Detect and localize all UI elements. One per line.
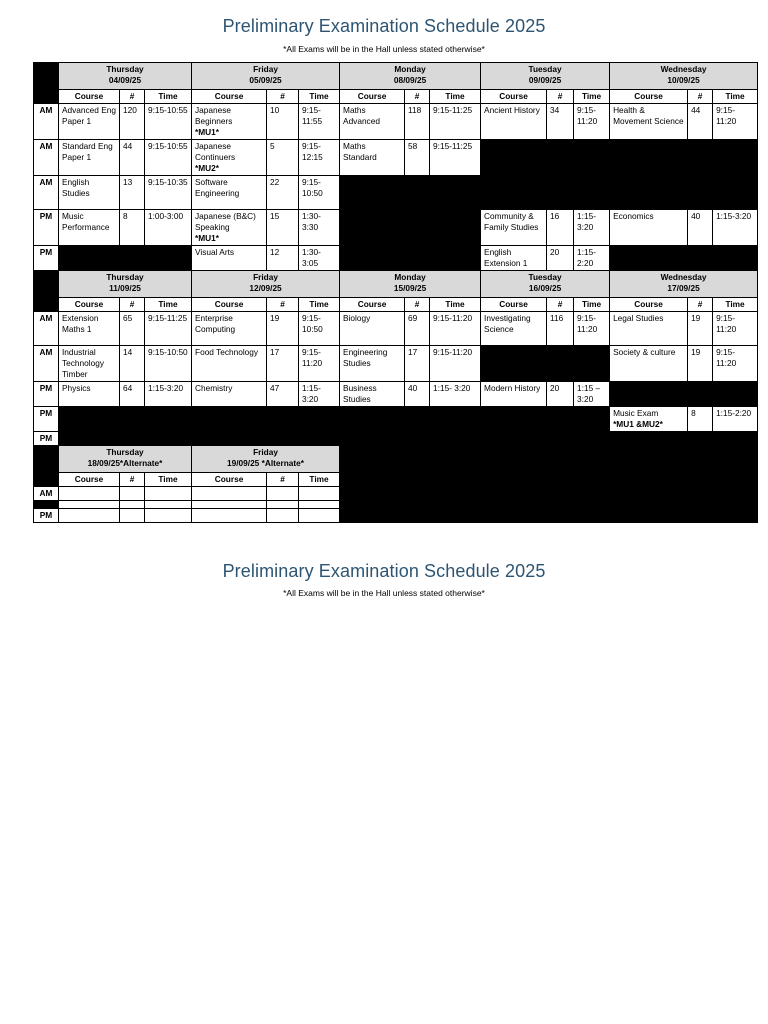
column-header-time: Time [299,90,340,104]
student-count: 20 [547,246,574,271]
column-header-course: Course [610,298,688,312]
empty-exam-cell [192,501,267,509]
course-name: Business Studies [343,383,377,404]
course-name: Chemistry [195,383,233,393]
exam-time: 9:15-10:50 [299,312,340,346]
exam-course [192,140,267,176]
day-name: Thursday [106,64,144,74]
course-name: Music Performance [62,211,110,232]
student-count: 12 [267,246,299,271]
course-name: Community & Family Studies [484,211,539,232]
day-header [59,446,192,473]
exam-course [340,382,405,407]
student-count: 8 [688,407,713,432]
day-name: Monday [394,272,426,282]
blank-cell [481,140,758,210]
column-header-time: Time [299,473,340,487]
day-header [59,63,192,90]
empty-exam-cell [59,487,120,501]
column-header-number: # [267,473,299,487]
exam-course [610,407,688,432]
time-slot-label: PM [34,246,59,271]
day-name: Wednesday [660,64,707,74]
exam-course [610,210,688,246]
student-count: 13 [120,176,145,210]
student-count: 17 [267,346,299,382]
student-count: 19 [267,312,299,346]
time-slot-label: AM [34,346,59,382]
time-slot-label: PM [34,407,59,432]
exam-time: 9:15-11:25 [430,140,481,176]
exam-course [610,346,688,382]
exam-course [59,176,120,210]
empty-exam-cell [120,509,145,523]
time-slot-label: PM [34,210,59,246]
day-date: 17/09/25 [667,283,700,293]
exam-course [481,104,547,140]
empty-exam-cell [299,487,340,501]
day-date: 15/09/25 [393,283,427,293]
day-header [59,271,192,298]
course-name: Software Engineering [195,177,240,198]
empty-exam-cell [267,487,299,501]
day-date: 04/09/25 [108,75,142,85]
column-header-time: Time [713,298,758,312]
column-header-number: # [547,298,574,312]
student-count: 22 [267,176,299,210]
time-slot-label: PM [34,382,59,407]
exam-time: 1:15- 3:20 [430,382,481,407]
column-header-course: Course [192,473,267,487]
day-name: Tuesday [528,272,562,282]
student-count: 17 [405,346,430,382]
student-count: 14 [120,346,145,382]
blank-cell [59,407,610,446]
day-name: Thursday [106,272,144,282]
blank-cell [34,501,59,509]
day-name: Monday [394,64,426,74]
day-name: Thursday [106,447,144,457]
empty-exam-cell [145,509,192,523]
student-count: 16 [547,210,574,246]
blank-cell [610,382,758,407]
course-name: Japanese (B&C) Speaking [195,211,256,232]
course-name: English Studies [62,177,90,198]
exam-time: 9:15-11:25 [145,312,192,346]
empty-exam-cell [267,501,299,509]
student-count: 19 [688,346,713,382]
empty-exam-cell [145,487,192,501]
slot-header-blank [34,446,59,487]
slot-header-blank [34,271,59,312]
student-count: 19 [688,312,713,346]
exam-time: 1:15-3:20 [574,210,610,246]
day-name: Friday [253,272,278,282]
day-name: Friday [253,64,278,74]
column-header-number: # [547,90,574,104]
time-slot-label: AM [34,104,59,140]
page-title: Preliminary Examination Schedule 2025 [222,16,546,36]
empty-exam-cell [299,509,340,523]
exam-time: 9:15-10:50 [145,346,192,382]
day-header [340,271,481,298]
day-date: 16/09/25 [528,283,562,293]
day-name: Friday [253,447,278,457]
course-name: Visual Arts [195,247,235,257]
column-header-number: # [267,298,299,312]
student-count: 10 [267,104,299,140]
column-header-time: Time [574,90,610,104]
day-date: 11/09/25 [109,283,141,293]
student-count: 44 [688,104,713,140]
course-name: Investigating Science [484,313,531,334]
day-date: 10/09/25 [667,75,700,85]
exam-time: 9:15-11:20 [713,312,758,346]
day-header [340,63,481,90]
column-header-number: # [688,90,713,104]
exam-time: 1:15 – 3:20 [574,382,610,407]
column-header-number: # [405,90,430,104]
exam-time: 1:30-3:05 [299,246,340,271]
empty-exam-cell [59,501,120,509]
column-header-course: Course [59,90,120,104]
day-header [610,271,758,298]
room-note: *MU1* [195,127,219,137]
column-header-time: Time [145,298,192,312]
course-name: Engineering Studies [343,347,388,368]
exam-time: 1:00-3:00 [145,210,192,246]
day-header [481,271,610,298]
day-header [192,446,340,473]
course-name: Maths Advanced [343,105,380,126]
day-header [192,271,340,298]
exam-time: 1:15-2:20 [713,407,758,432]
student-count: 118 [405,104,430,140]
course-name: Japanese Continuers [195,141,236,162]
page-subtitle-repeat: *All Exams will be in the Hall unless stated otherwise* [283,588,485,598]
exam-time: 1:15-3:20 [299,382,340,407]
exam-time: 9:15-11:20 [430,346,481,382]
student-count: 69 [405,312,430,346]
student-count: 40 [688,210,713,246]
course-name: Biology [343,313,371,323]
course-name: Standard Eng Paper 1 [62,141,113,162]
exam-course [59,210,120,246]
course-name: Economics [613,211,654,221]
column-header-course: Course [192,298,267,312]
exam-time: 1:15-3:20 [713,210,758,246]
column-header-number: # [120,298,145,312]
exam-time: 9:15-11:20 [299,346,340,382]
student-count: 5 [267,140,299,176]
student-count: 64 [120,382,145,407]
course-name: Music Exam [613,408,659,418]
exam-course [192,346,267,382]
day-date: 08/09/25 [393,75,427,85]
empty-exam-cell [59,509,120,523]
empty-exam-cell [120,487,145,501]
student-count: 44 [120,140,145,176]
course-name: Extension Maths 1 [62,313,99,334]
exam-course [59,382,120,407]
exam-course [481,312,547,346]
exam-time: 9:15-11:20 [574,312,610,346]
column-header-course: Course [59,473,120,487]
exam-course [481,246,547,271]
empty-exam-cell [120,501,145,509]
time-slot-label: AM [34,487,59,501]
blank-cell [610,246,758,271]
day-header [481,63,610,90]
exam-time: 9:15-11:20 [713,346,758,382]
exam-time: 1:15-2:20 [574,246,610,271]
student-count: 40 [405,382,430,407]
student-count: 20 [547,382,574,407]
course-name: Physics [62,383,91,393]
column-header-time: Time [574,298,610,312]
column-header-course: Course [59,298,120,312]
exam-time: 9:15-10:35 [145,176,192,210]
day-date: 12/09/25 [249,283,282,293]
student-count: 47 [267,382,299,407]
empty-exam-cell [192,487,267,501]
student-count: 34 [547,104,574,140]
column-header-time: Time [430,298,481,312]
exam-course [192,382,267,407]
time-slot-label: PM [34,509,59,523]
exam-time: 9:15-11:20 [713,104,758,140]
day-name: Wednesday [660,272,707,282]
exam-time: 9:15-10:50 [299,176,340,210]
exam-time: 9:15-10:55 [145,140,192,176]
blank-cell [59,246,192,271]
day-date: 18/09/25*Alternate* [87,458,163,468]
exam-course [59,140,120,176]
time-slot-label: AM [34,312,59,346]
exam-time: 1:30-3:30 [299,210,340,246]
exam-time: 9:15-10:55 [145,104,192,140]
blank-cell [340,176,481,271]
student-count: 65 [120,312,145,346]
student-count: 116 [547,312,574,346]
exam-course [340,346,405,382]
column-header-time: Time [430,90,481,104]
exam-time: 9:15-12:15 [299,140,340,176]
column-header-number: # [120,473,145,487]
exam-time: 9:15-11:55 [299,104,340,140]
course-name: Maths Standard [343,141,377,162]
room-note: *MU2* [195,163,219,173]
exam-course [192,104,267,140]
course-name: Society & culture [613,347,676,357]
column-header-number: # [267,90,299,104]
column-header-time: Time [299,298,340,312]
exam-course [192,246,267,271]
blank-cell [481,346,610,382]
blank-region [340,446,758,523]
day-date: 19/09/25 *Alternate* [227,458,305,468]
column-header-time: Time [713,90,758,104]
empty-exam-cell [145,501,192,509]
exam-time: 9:15-11:20 [430,312,481,346]
column-header-course: Course [192,90,267,104]
exam-course [340,140,405,176]
exam-course [481,382,547,407]
column-header-number: # [120,90,145,104]
blank-cell [610,432,758,446]
exam-time: 1:15-3:20 [145,382,192,407]
course-name: English Extension 1 [484,247,528,268]
course-name: Enterprise Computing [195,313,236,334]
room-note: *MU1* [195,233,219,243]
empty-exam-cell [299,501,340,509]
day-date: 05/09/25 [249,75,282,85]
exam-course [192,210,267,246]
column-header-course: Course [340,298,405,312]
exam-course [59,104,120,140]
course-name: Food Technology [195,347,259,357]
column-header-course: Course [481,90,547,104]
exam-course [610,312,688,346]
course-name: Modern History [484,383,541,393]
exam-schedule-table [33,62,758,523]
exam-time: 9:15-11:20 [574,104,610,140]
column-header-number: # [688,298,713,312]
room-note: *MU1 &MU2* [613,419,663,429]
day-header [192,63,340,90]
student-count: 15 [267,210,299,246]
exam-course [192,176,267,210]
empty-exam-cell [267,509,299,523]
column-header-time: Time [145,473,192,487]
page-title-repeat: Preliminary Examination Schedule 2025 [222,561,546,581]
course-name: Legal Studies [613,313,664,323]
slot-header-blank [34,63,59,104]
day-date: 09/09/25 [528,75,562,85]
column-header-course: Course [481,298,547,312]
course-name: Ancient History [484,105,540,115]
time-slot-label: PM [34,432,59,446]
student-count: 8 [120,210,145,246]
exam-course [340,312,405,346]
course-name: Japanese Beginners [195,105,233,126]
exam-course [59,346,120,382]
time-slot-label: AM [34,140,59,176]
exam-course [340,104,405,140]
time-slot-label: AM [34,176,59,210]
course-name: Advanced Eng Paper 1 [62,105,116,126]
course-name: Industrial Technology Timber [62,347,104,379]
empty-exam-cell [192,509,267,523]
day-header [610,63,758,90]
day-name: Tuesday [528,64,562,74]
course-name: Health & Movement Science [613,105,684,126]
column-header-time: Time [145,90,192,104]
exam-course [192,312,267,346]
page-subtitle: *All Exams will be in the Hall unless stated otherwise* [283,44,485,54]
column-header-number: # [405,298,430,312]
column-header-course: Course [340,90,405,104]
student-count: 120 [120,104,145,140]
exam-course [610,104,688,140]
student-count: 58 [405,140,430,176]
exam-time: 9:15-11:25 [430,104,481,140]
column-header-course: Course [610,90,688,104]
exam-course [59,312,120,346]
exam-course [481,210,547,246]
